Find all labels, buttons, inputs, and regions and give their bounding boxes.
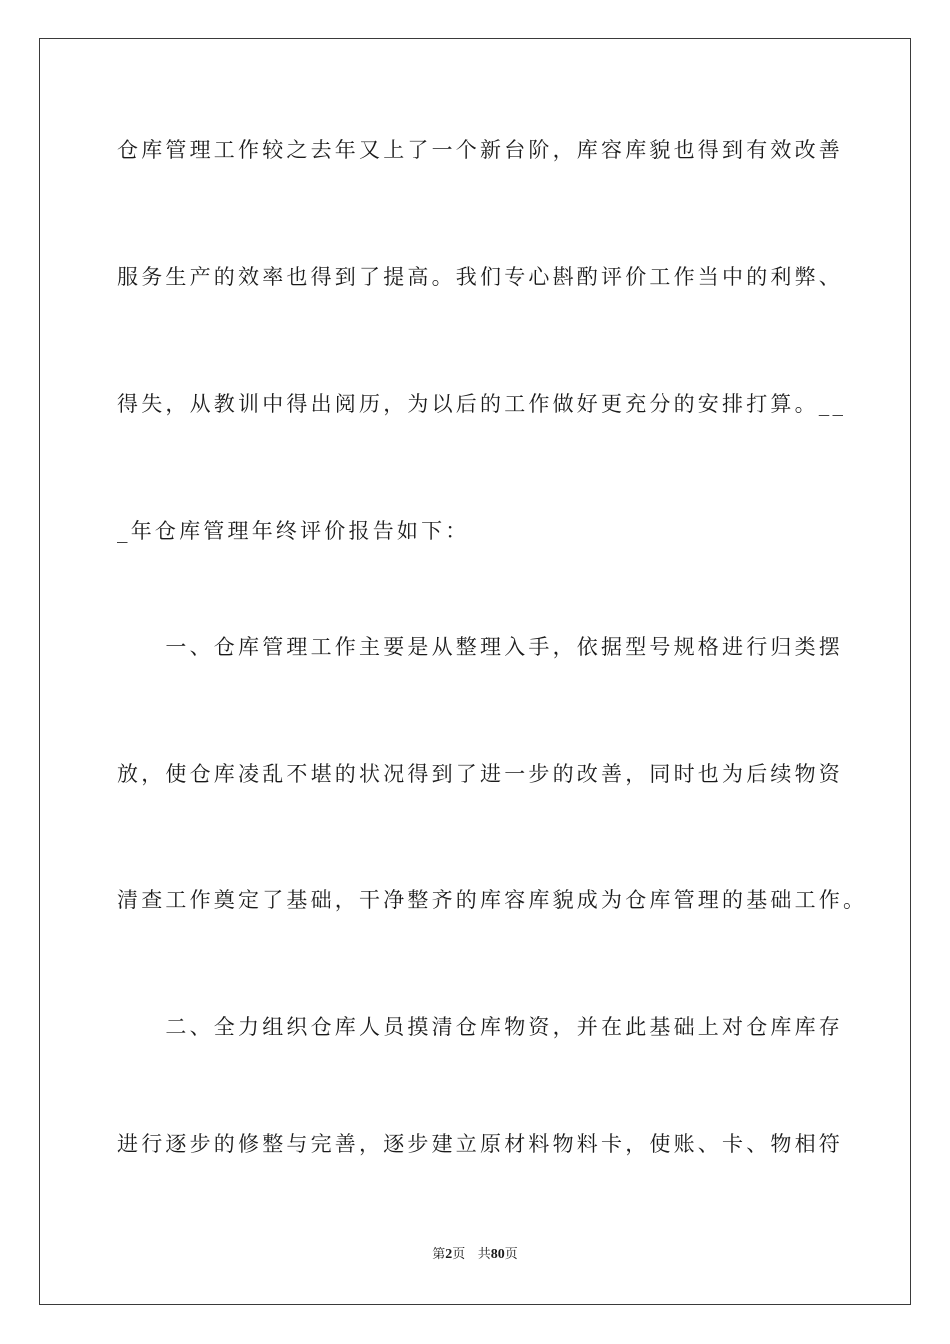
total-pages: 80 xyxy=(490,1247,505,1262)
page-prefix: 第 xyxy=(432,1247,446,1262)
paragraph-line-3: 得失，从教训中得出阅历，为以后的工作做好更充分的安排打算。__ xyxy=(117,392,847,416)
page-footer xyxy=(0,1246,950,1264)
paragraph-line-4: _年仓库管理年终评价报告如下： xyxy=(117,519,470,543)
paragraph-line-8: 二、全力组织仓库人员摸清仓库物资，并在此基础上对仓库库存 xyxy=(117,1015,843,1039)
paragraph-line-2: 服务生产的效率也得到了提高。我们专心斟酌评价工作当中的利弊、 xyxy=(117,265,843,289)
page-border xyxy=(39,38,911,1305)
paragraph-line-6: 放，使仓库凌乱不堪的状况得到了进一步的改善，同时也为后续物资 xyxy=(117,762,843,786)
page-number: 2 xyxy=(445,1247,453,1262)
page-suffix: 页 xyxy=(452,1247,466,1262)
paragraph-line-9: 进行逐步的修整与完善，逐步建立原材料物料卡，使账、卡、物相符 xyxy=(117,1132,843,1156)
total-prefix: 共 xyxy=(477,1247,491,1262)
paragraph-line-1: 仓库管理工作较之去年又上了一个新台阶，库容库貌也得到有效改善 xyxy=(117,138,843,162)
paragraph-line-7: 清查工作奠定了基础，干净整齐的库容库貌成为仓库管理的基础工作。 xyxy=(117,888,868,912)
paragraph-line-5: 一、仓库管理工作主要是从整理入手，依据型号规格进行归类摆 xyxy=(117,635,843,659)
total-suffix: 页 xyxy=(504,1247,518,1262)
